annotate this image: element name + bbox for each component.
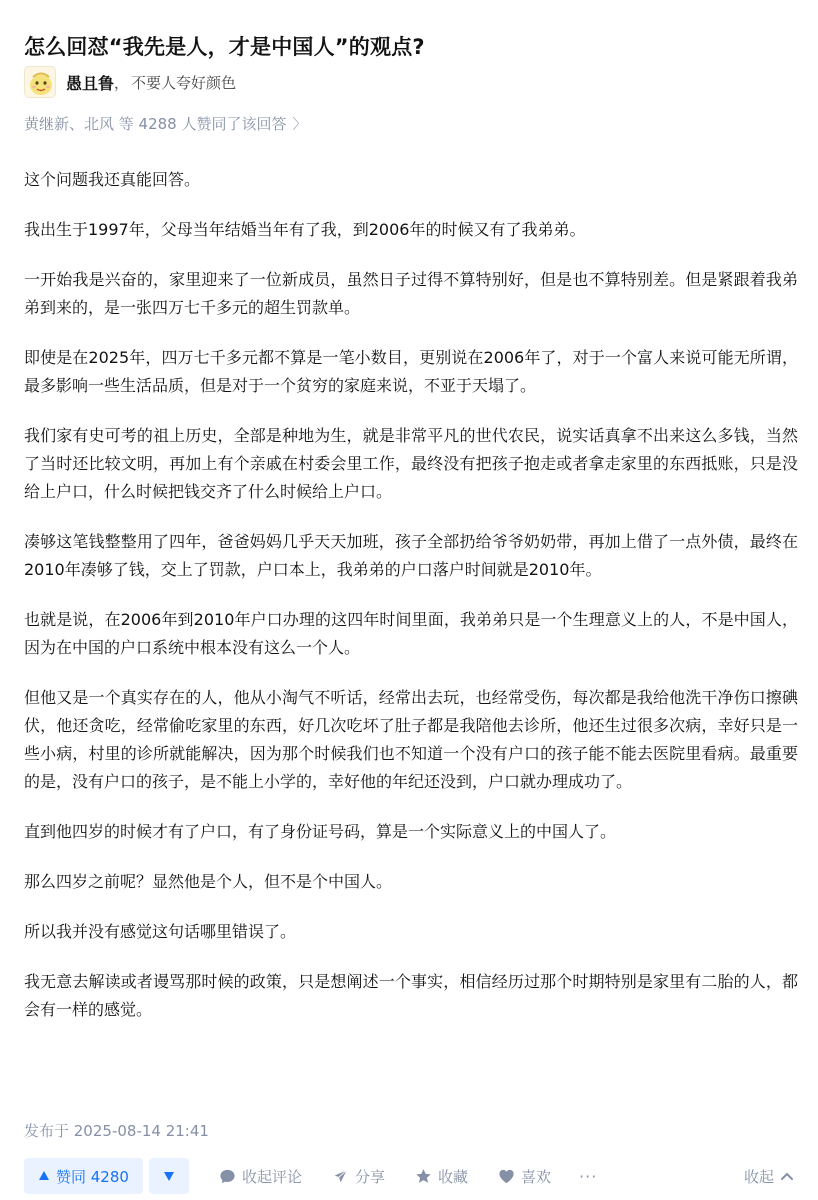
avatar[interactable]	[24, 66, 56, 98]
star-icon	[415, 1168, 432, 1185]
chevron-up-icon	[780, 1171, 794, 1181]
downvote-button[interactable]	[149, 1158, 189, 1194]
answer-paragraph: 所以我并没有感觉这句话哪里错误了。	[24, 922, 297, 941]
question-title[interactable]: 怎么回怼“我先是人，才是中国人”的观点?	[24, 35, 425, 59]
answer-paragraph: 那么四岁之前呢？显然他是个人，但不是个中国人。	[24, 872, 393, 891]
action-bar	[24, 1158, 794, 1194]
answer-content	[24, 166, 798, 1046]
avatar-image	[25, 67, 56, 98]
answer-paragraph: 凑够这笔钱整整用了四年，爸爸妈妈几乎天天加班，孩子全部扔给爷爷奶奶带，再加上借了一点外债，最终在2010年凑够了钱，交上了罚款，户口本上，我弟弟的户口落户时间就是2010年。	[24, 532, 798, 579]
share-icon	[332, 1168, 349, 1185]
heart-icon	[498, 1168, 515, 1185]
chevron-right-icon: 〉	[292, 116, 307, 133]
answer-paragraph: 也就是说，在2006年到2010年户口办理的这四年时间里面，我弟弟只是一个生理意义上的人，不是中国人，因为在中国的户口系统中根本没有这么一个人。	[24, 610, 798, 657]
collapse-label: 收起	[743, 1167, 774, 1186]
share-button[interactable]	[332, 1166, 385, 1187]
author-name[interactable]: 愚且鲁	[66, 73, 115, 93]
answer-paragraph: 我出生于1997年，父母当年结婚当年有了我，到2006年的时候又有了我弟弟。	[24, 220, 586, 239]
author-separator: ，	[114, 73, 130, 92]
answer-paragraph: 直到他四岁的时候才有了户口，有了身份证号码，算是一个实际意义上的中国人了。	[24, 822, 617, 841]
favorite-label: 收藏	[437, 1167, 468, 1186]
vote-summary-link[interactable]	[24, 113, 306, 134]
answer-paragraph: 我们家有史可考的祖上历史，全部是种地为生，就是非常平凡的世代农民，说实话真拿不出来这么多钱，当然了当时还比较文明，再加上有个亲戚在村委会里工作，最终没有把孩子抱走或者拿走家里的东西抵账，只是没给上户口，什么时候把钱交齐了什么时候给上户口。	[24, 426, 798, 501]
comment-icon	[219, 1168, 236, 1185]
share-label: 分享	[354, 1167, 385, 1186]
like-button[interactable]	[498, 1166, 551, 1187]
comments-label: 收起评论	[241, 1167, 302, 1186]
triangle-down-icon	[163, 1170, 175, 1182]
publish-time[interactable]: 发布于 2025-08-14 21:41	[24, 1122, 209, 1140]
answer-paragraph: 我无意去解读或者谩骂那时候的政策，只是想阐述一个事实，相信经历过那个时期特别是家里有二胎的人，都会有一样的感觉。	[24, 972, 798, 1019]
triangle-up-icon	[38, 1170, 50, 1182]
like-label: 喜欢	[521, 1167, 552, 1186]
answer-paragraph: 一开始我是兴奋的，家里迎来了一位新成员，虽然日子过得不算特别好，但是也不算特别差。但是紧跟着我弟弟到来的，是一张四万七千多元的超生罚款单。	[24, 270, 798, 317]
more-options-button[interactable]: ···	[579, 1166, 598, 1186]
answer-paragraph: 即使是在2025年，四万七千多元都不算是一笔小数目，更别说在2006年了，对于一个富人来说可能无所谓，最多影响一些生活品质，但是对于一个贫穷的家庭来说，不亚于天塌了。	[24, 348, 798, 395]
comments-button[interactable]	[219, 1166, 302, 1187]
upvote-button[interactable]	[24, 1158, 143, 1194]
answer-paragraph: 但他又是一个真实存在的人，他从小淘气不听话，经常出去玩，也经常受伤，每次都是我给他洗干净伤口擦碘伏，他还贪吃，经常偷吃家里的东西，好几次吃坏了肚子都是我陪他去诊所，他还生过很多次病，幸好只是一些小病，村里的诊所就能解决，因为那个时候我们也不知道一个没有户口的孩子能不能去医院里看病。最重要的是，没有户口的孩子，是不能上小学的，幸好他的年纪还没到，户口就办理成功了。	[24, 688, 798, 791]
upvote-label: 赞同 4280	[56, 1167, 129, 1186]
favorite-button[interactable]	[415, 1166, 468, 1187]
author-bio: 不要人夸好颜色	[131, 73, 237, 92]
author-row	[24, 64, 236, 100]
answer-paragraph: 这个问题我还真能回答。	[24, 170, 201, 189]
vote-summary-text: 黄继新、北风 等 4288 人赞同了该回答	[24, 115, 287, 133]
collapse-button[interactable]	[744, 1158, 794, 1194]
